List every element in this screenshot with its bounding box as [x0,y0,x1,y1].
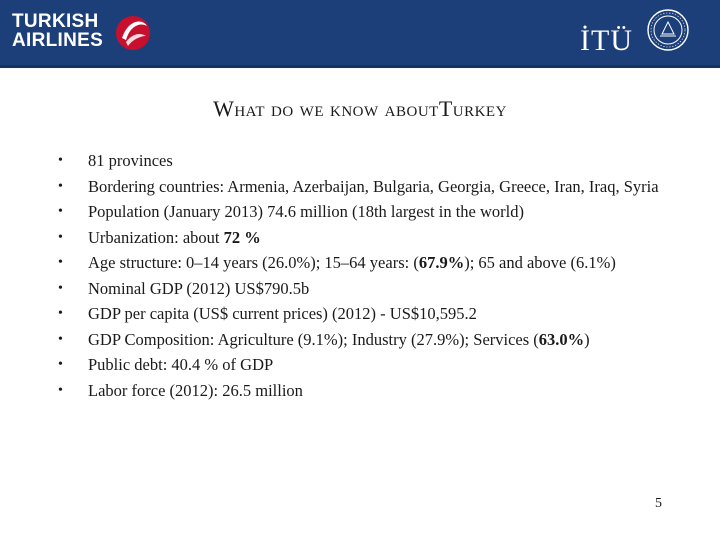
bullet-dot-icon: • [58,331,63,347]
bullet-text [88,304,477,323]
bullet-text-part: Age structure: 0–14 years (26.0%); 15–64 years: ( [88,253,419,272]
bullet-text-part: Population (January 2013) 74.6 million (18th largest in the world) [88,202,524,221]
bullet-dot-icon: • [58,229,63,245]
bullet-item [58,250,698,276]
bullet-item [58,352,698,378]
bullet-text-part: Urbanization: about [88,227,224,247]
bullet-dot-icon: • [58,306,63,321]
bullet-item [58,276,698,302]
bullet-emphasis: 72 % [223,227,261,247]
bullet-item [58,174,698,200]
bullet-text [88,253,616,272]
bullet-dot-icon: • [58,382,63,398]
bullet-emphasis: 67.9% [418,253,465,272]
logo-line-2: AIRLINES [12,30,104,51]
bullet-item [58,148,698,174]
university-seal-icon [646,8,690,52]
itu-logo [580,6,700,64]
bullet-text [88,174,698,200]
bullet-list [58,148,698,403]
slide-title: What do we know aboutTurkey [213,96,507,121]
bullet-item [58,378,698,404]
bullet-text [88,228,261,247]
bullet-text [88,330,590,349]
bullet-text [88,355,273,374]
bullet-text-part: ); 65 and above (6.1%) [464,253,616,272]
bullet-text [88,202,524,221]
logo-line-1: TURKISH [12,11,99,32]
bullet-text-part: Labor force (2012): 26.5 million [88,380,303,400]
bullet-text [88,151,173,170]
tulip-crescent-mark-icon [114,12,152,54]
bullet-dot-icon: • [58,153,63,168]
bullet-dot-icon: • [58,255,63,270]
bullet-text-part: Nominal GDP (2012) US$790.5b [88,278,310,298]
bullet-text [88,381,303,400]
turkish-airlines-logo [12,10,152,58]
turkish-airlines-wordmark [12,12,103,50]
bullet-dot-icon: • [58,280,63,296]
bullet-item [58,225,698,251]
bullet-text-part: Public debt: 40.4 % of GDP [88,355,274,374]
bullet-text-part: 81 provinces [88,151,173,170]
bullet-dot-icon: • [58,357,63,372]
bullet-item [58,301,698,327]
bullet-text [88,279,309,298]
bullet-dot-icon: • [58,178,63,194]
bullet-item [58,199,698,225]
bullet-item [58,327,698,353]
bullet-text-part: GDP per capita (US$ current prices) (2012) - US$10,595.2 [88,304,477,323]
page-number: 5 [655,496,662,511]
bullet-text-part: Bordering countries: Armenia, Azerbaijan, Bulgaria, Georgia, Greece, Iran, Iraq, Syria [88,176,659,196]
bullet-text-part: GDP Composition: Agriculture (9.1%); Industry (27.9%); Services ( [88,329,539,349]
bullet-emphasis: 63.0% [538,329,585,349]
itu-wordmark: İTÜ [580,24,633,57]
bullet-text-part: ) [584,329,590,349]
bullet-dot-icon: • [58,204,63,219]
